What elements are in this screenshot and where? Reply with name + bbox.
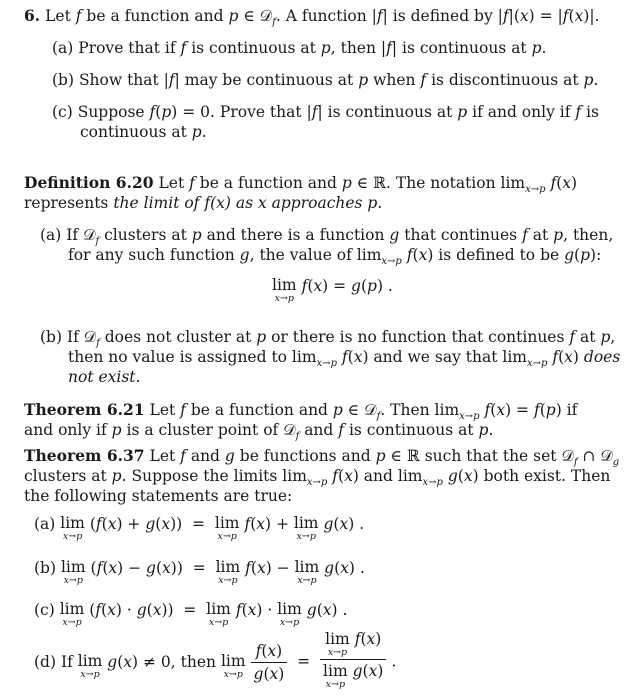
theorem-6-37b: (b) lim x→p (f(x) − g(x)) = lim x→p f(x) − lim x→p g(x) . [34, 558, 365, 586]
definition-6-20a-cont: for any such function g, the value of $\lim_{x\to p} f(x)$ is defined to be g(p): [68, 246, 602, 267]
theorem-6-37c: (c) lim x→p (f(x) · g(x)) = lim x→p f(x) · lim x→p g(x) . [34, 600, 348, 628]
theorem-6-37-line1: Theorem 6.37 Let f and g be functions and p ∈ ℝ such that the set 𝒟$_f$ ∩ 𝒟$_g$ [24, 446, 620, 468]
theorem-label: Theorem 6.21 [24, 400, 145, 419]
lim-subscript: x→p [274, 293, 295, 304]
theorem-6-37-line2: clusters at p. Suppose the limits $\lim_{x\to p} f(x)$ and $\lim_{x\to p} g(x)$ both exist. Then [24, 467, 611, 488]
definition-label: Definition 6.20 [24, 173, 154, 192]
theorem-6-37d: (d) If lim x→p g(x) ≠ 0, then lim x→p $\frac{f(x)}{g(x)}$ = lim x→p f(x) lim x→p g(x) . [34, 630, 397, 690]
problem-6c-cont: continuous at p. [80, 123, 207, 141]
definition-6-20b-cont: then no value is assigned to $\lim_{x\to p} f(x)$ and we say that $\lim_{x\to p} f(x)$ does [68, 348, 621, 369]
definition-6-20b-cont2: not exist. [68, 368, 141, 386]
lim-symbol: lim [272, 276, 297, 294]
problem-6a: (a) Prove that if f is continuous at p, then |f| is continuous at p. [52, 39, 547, 57]
problem-6c: (c) Suppose f(p) = 0. Prove that |f| is continuous at p if and only if f is [52, 103, 599, 121]
theorem-6-37a: (a) lim x→p (f(x) + g(x)) = lim x→p f(x) + lim x→p g(x) . [34, 514, 365, 542]
definition-6-20-line1: Definition 6.20 Let f be a function and p ∈ ℝ. The notation $\lim_{x\to p} f(x)$ [24, 173, 578, 195]
theorem-6-21-line2: and only if p is a cluster point of 𝒟$_f$ and f is continuous at p. [24, 421, 494, 442]
definition-display-equation: lim x→p f(x) = g(p) . [272, 276, 393, 304]
theorem-6-37-line3: the following statements are true: [24, 487, 293, 505]
problem-number: 6. [24, 6, 41, 25]
problem-6b: (b) Show that |f| may be continuous at p when f is discontinuous at p. [52, 71, 599, 89]
theorem-label: Theorem 6.37 [24, 446, 145, 465]
definition-6-20-line2: represents the limit of f(x) as x approaches p. [24, 194, 383, 212]
problem-6-intro: 6. Let f be a function and p ∈ 𝒟$_f$. A function |f| is defined by |f|(x) = |f(x)|. [24, 6, 600, 28]
theorem-6-21-line1: Theorem 6.21 Let f be a function and p ∈ 𝒟$_f$. Then $\lim_{x\to p} f(x) = f(p)$ if [24, 400, 578, 422]
definition-6-20b: (b) If 𝒟$_f$ does not cluster at p or there is no function that continues f at p, [40, 328, 616, 349]
definition-6-20a: (a) If 𝒟$_f$ clusters at p and there is a function g that continues f at p, then, [40, 226, 614, 247]
